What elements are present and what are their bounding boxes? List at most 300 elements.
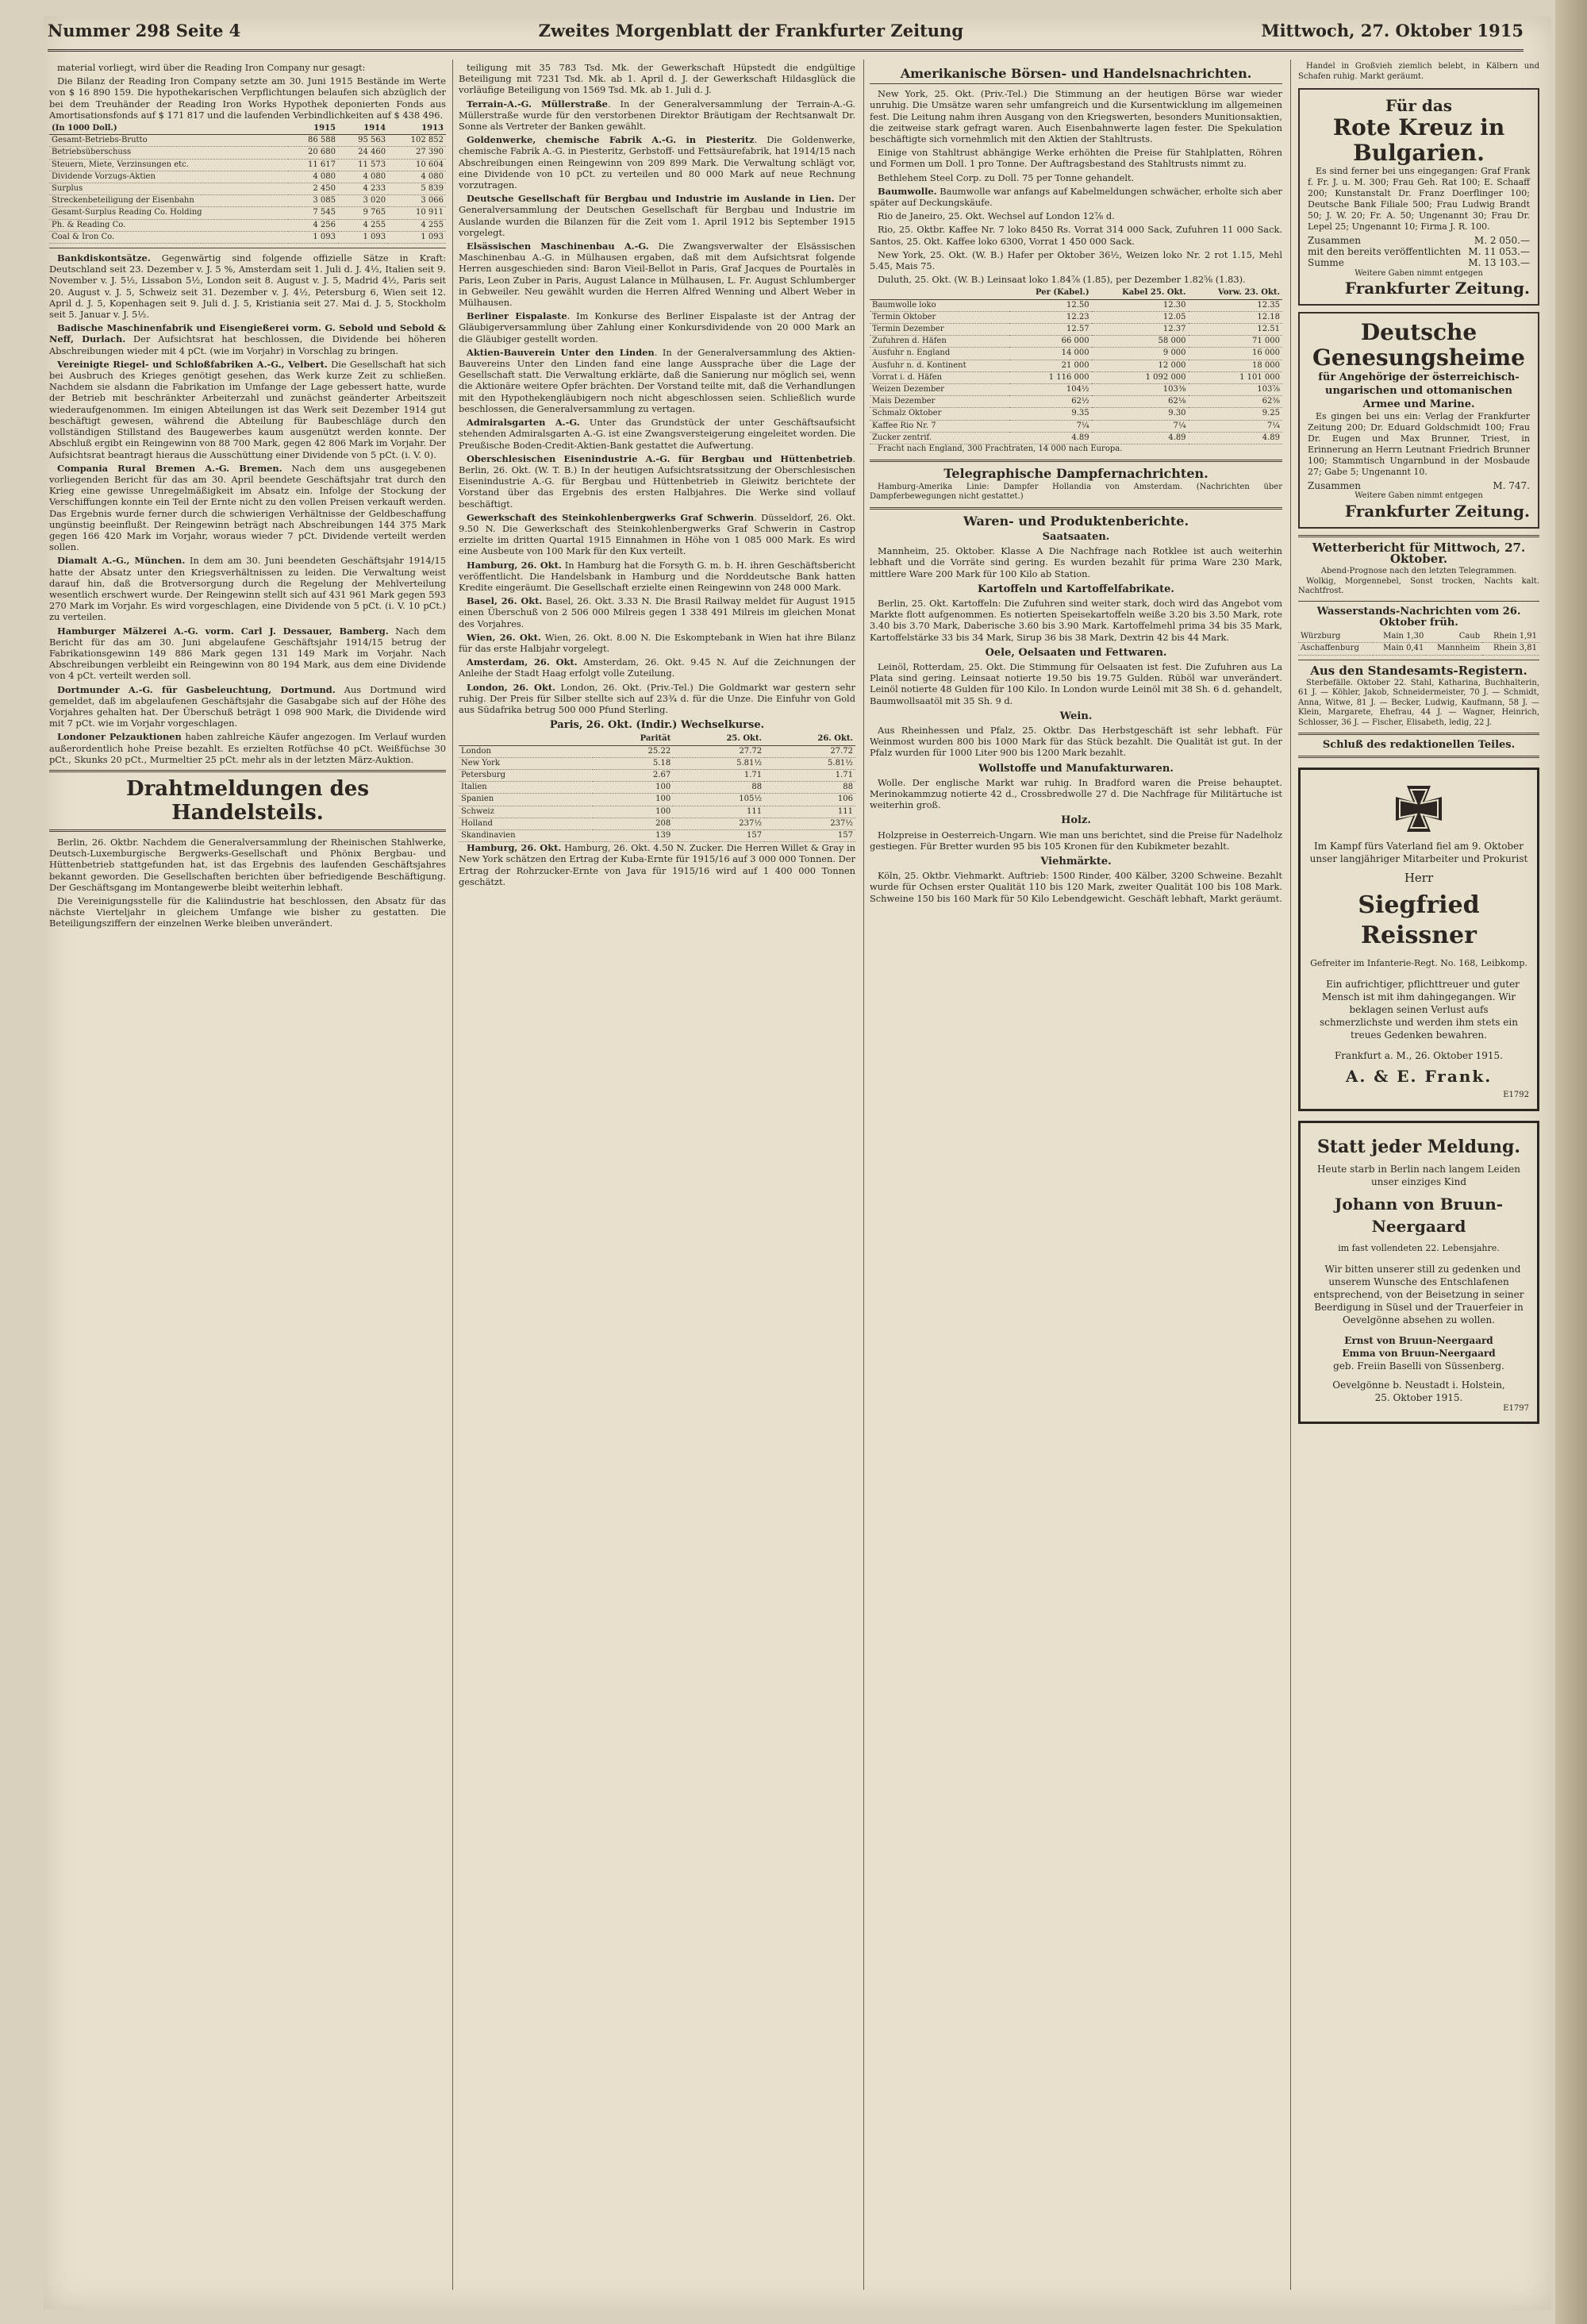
table-cell: 16 000 — [1189, 348, 1282, 360]
section-heading: Amerikanische Börsen- und Handelsnachrichten. — [900, 66, 1252, 81]
table-cell: 104½ — [1009, 384, 1092, 396]
sum-value: M. 2 050.— — [1474, 235, 1530, 246]
table-cell: Mannheim — [1426, 643, 1482, 655]
column-rule — [863, 60, 864, 2290]
article-heading: Dortmunder A.-G. für Gasbeleuchtung, Dortmund. — [57, 683, 336, 695]
table-cell: 11 617 — [288, 159, 338, 171]
table-cell: 9.35 — [1009, 408, 1092, 420]
article-heading: Gewerkschaft des Steinkohlenbergwerks Graf Schwerin — [467, 511, 755, 523]
table-header: 1915 — [288, 123, 338, 135]
section-heading: Waren- und Produktenberichte. — [963, 513, 1189, 529]
article-heading: Baumwolle. — [878, 185, 937, 197]
table-cell: 1 101 000 — [1189, 371, 1282, 383]
table-cell: Skandinavien — [459, 830, 593, 842]
obituary-place: Frankfurt a. M., 26. Oktober 1915. — [1334, 1050, 1503, 1062]
sum-line — [1308, 235, 1530, 246]
article-heading: Compania Rural Bremen A.-G. Bremen. — [57, 462, 282, 474]
column-1 — [49, 62, 446, 2284]
article-text: New York, 25. Okt. (W. B.) Hafer per Oktober 36½, Weizen loko Nr. 2 rot 1.15, Mehl 5.45, Mais 75. — [870, 248, 1282, 272]
table-cell: 27 390 — [388, 147, 446, 159]
article-text: Gegenwärtig sind folgende offizielle Sätze in Kraft: Deutschland seit 23. Dezember v. J. 5 %, Amsterdam seit 1. Juli d. J. 4½, Italien seit 9. November v. J. 5½, Lissabon 5½, London seit 8. August v. J. 5, Madrid 4½, Paris seit 20. August v. J. 5, Schweiz seit 31. Dezember v. J. 4½, Petersburg 6, Wien seit 12. April d. J. 5, Kopenhagen seit 9. Juli d. J. 5, Kristiania seit 27. Mai d. J. 5, Stockholm seit 5. Januar v. J. 5½. — [49, 252, 446, 321]
article-text: In der Generalversammlung des Aktien-Bauvereins Unter den Linden fand eine lange Aussprache über die Lage der Gesellschaft statt. Die Verwaltung erklärte, daß die Sanierung nur möglich sei, wenn die Aktionäre weitere Opfer brächten. Der Vorstand teilte mit, daß die Verhandlungen mit den Hypothekengläubigern noch nicht abgeschlossen seien. Schließlich wurde beschlossen, die Generalversammlung zu vertagen. — [459, 346, 855, 414]
subsection-heading: Wein. — [1059, 710, 1093, 722]
article-text: In Hamburg hat die Forsyth G. m. b. H. ihren Geschäftsbericht veröffentlicht. Die Handelsbank in Hamburg und die Norddeutsche Bank hatten Kredite eingeräumt. Die Gesellschaft erzielte einen Reingewinn von 248 000 Mark. — [459, 559, 855, 593]
table-cell: 157 — [764, 830, 855, 842]
table-cell: 3 020 — [338, 195, 388, 207]
article-text: Die Zwangsverwalter der Elsässischen Maschinenbau A.-G. in Mülhausen ergaben, daß mit dem Aufsichtsrat folgende Herren ausgeschieden sind: Baron Vieil-Bellot in Paris, Graf Jacques de Pourtalès in Paris, Leon Zuber in Paris, August Lalance in Mülhausen, L. Fr. August Schlumberger in Gebweiler. Neu gewählt wurden die Herren Alfred Wenning und Albert Weber in Mülhausen. — [459, 240, 855, 309]
table-cell: 4.89 — [1092, 432, 1189, 444]
table-header: Parität — [593, 733, 673, 745]
table-cell: 62⅛ — [1092, 396, 1189, 408]
table-cell: 2.67 — [593, 769, 673, 781]
column-3 — [870, 62, 1282, 2284]
sum-line — [1308, 480, 1530, 491]
table-cell: Kaffee Rio Nr. 7 — [870, 420, 1009, 432]
table-row — [459, 745, 855, 757]
obituary-parent: Ernst von Bruun-Neergaard — [1344, 1334, 1493, 1346]
article-text: New York, 25. Okt. (Priv.-Tel.) Die Stimmung an der heutigen Börse war wieder unruhig. Die Umsätze waren sehr umfangreich und die Kursentwicklung im allgemeinen fest. Die Leitung nahm ihren Ausgang von den Kriegswerten, besonders Munitionsaktien, die zeitweise stark gefragt waren. Auch Eisenbahnwerte lagen fester. Die Spekulation beschäftigte sich vornehmlich mit den Aktien der Stahltrusts. — [870, 88, 1282, 145]
article-heading: Hamburger Mälzerei A.-G. vorm. Carl J. Dessauer, Bamberg. — [57, 625, 389, 637]
table-header — [870, 287, 1009, 299]
header-date: Mittwoch, 27. Oktober 1915 — [1261, 20, 1524, 40]
article-text: material vorliegt, wird über die Reading Iron Company nur gesagt: — [57, 62, 366, 73]
table-cell: 100 — [593, 794, 673, 806]
article-heading: Wien, 26. Okt. — [467, 631, 541, 643]
table-cell: 157 — [673, 830, 764, 842]
sum-label: Zusammen — [1308, 480, 1361, 492]
table-cell: New York — [459, 757, 593, 769]
table-cell: 9 765 — [338, 207, 388, 219]
article-heading: London, 26. Okt. — [467, 681, 556, 693]
article-heading: Aktien-Bauverein Unter den Linden — [467, 346, 655, 358]
table-cell: 12.37 — [1092, 324, 1189, 336]
sum-label: Summe — [1308, 257, 1344, 269]
table-cell: 14 000 — [1009, 348, 1092, 360]
table-header-row — [49, 123, 446, 135]
table-cell: 111 — [673, 806, 764, 818]
table-cell: Aschaffenburg — [1298, 643, 1373, 655]
commodity-table — [870, 287, 1282, 444]
table-row — [459, 806, 855, 818]
table-row — [49, 183, 446, 195]
table-cell: 10 604 — [388, 159, 446, 171]
page-edge — [1555, 0, 1587, 2324]
article-text: teiligung mit 35 783 Tsd. Mk. der Gewerkschaft Hüpstedt die endgültige Beteiligung mit 7231 Tsd. Mk. ab 1. April d. J. der Gewerkschaft Hildasglück die vorläufige Beteiligung von 1569 Tsd. Mk. ab 1. Juli d. J. — [459, 62, 855, 96]
subsection-heading: Kartoffeln und Kartoffelfabrikate. — [978, 583, 1174, 595]
table-row — [870, 371, 1282, 383]
table-cell: Termin Oktober — [870, 311, 1009, 323]
subsection-heading: Saatsaaten. — [1042, 531, 1110, 543]
table-cell: 1 093 — [388, 231, 446, 243]
box-text: Es sind ferner bei uns eingegangen: Graf Frank f. Fr. J. u. M. 300; Frau Geh. Rat 100; E. Schaaff 200; Kunstanstalt Dr. Franz Doerflinger 100; Deutsche Bank Filiale 500; Frau Ludwig Brandt 50; J. W. 20; Fr. A. 50; Ungenannt 30; Frau Dr. Lepel 25; Ungenannt 10; Firma J. R. 100. — [1308, 166, 1530, 232]
table-row — [870, 360, 1282, 371]
table-cell: 1 116 000 — [1009, 371, 1092, 383]
weather-heading: Wetterbericht für Mittwoch, 27. Oktober. — [1312, 540, 1526, 567]
article-text: Köln, 25. Oktbr. Viehmarkt. Auftrieb: 1500 Rinder, 400 Kälber, 3200 Schweine. Bezahlt wurde für Ochsen erster Qualität 110 bis 120 Mark, zweiter Qualität 100 bis 108 Mark. Schweine 150 bis 160 Mark für 50 Kilo Lebendgewicht. Geschäft lebhaft, Markt geräumt. — [870, 870, 1282, 904]
article-text: Rio, 25. Oktbr. Kaffee Nr. 7 loko 8450 Rs. Vorrat 314 000 Sack, Zufuhren 11 000 Sack. Santos, 25. Okt. Kaffee loko 6300, Vorrat 1 450 000 Sack. — [870, 224, 1282, 247]
article-text: Holzpreise in Oesterreich-Ungarn. Wie man uns berichtet, sind die Preise für Nadelholz gestiegen. Für Bretter wurden 95 bis 105 Kronen für den Kubikmeter bezahlt. — [870, 829, 1282, 852]
table-header: Kabel 25. Okt. — [1092, 287, 1189, 299]
table-row — [49, 147, 446, 159]
table-cell: 106 — [764, 794, 855, 806]
article-text: Nach dem Bericht für das am 30. Juni abgelaufene Geschäftsjahr 1914/15 betrug der Fabrikationsgewinn 149 886 Mark gegen 131 149 Mark im Vorjahr. Nach Abschreibungen verbleibt ein Reingewinn von 80 194 Mark, aus dem eine Dividende von 4 pCt. verteilt werden soll. — [49, 625, 446, 682]
article-heading: Hamburg, 26. Okt. — [467, 842, 562, 854]
subsection-heading: Holz. — [1061, 814, 1091, 827]
obituary-name: Siegfried Reissner — [1358, 891, 1480, 950]
table-header — [459, 733, 593, 745]
box-sign: Frankfurter Zeitung. — [1344, 279, 1530, 298]
table-cell: 208 — [593, 818, 673, 829]
column-rule — [1290, 60, 1291, 2290]
table-cell: 27.72 — [764, 745, 855, 757]
table-row — [870, 420, 1282, 432]
table-cell: Italien — [459, 782, 593, 794]
sum-value: M. 747. — [1493, 480, 1530, 492]
article-text: Berlin, 25. Okt. Kartoffeln: Die Zufuhren sind weiter stark, doch wird das Angebot vom Markte flott aufgenommen. Es notierten Speisekartoffeln weiße 3.20 bis 3.50 Mark, rote 3.40 bis 3.70 Mark, Daberische 3.60 bis 3.90 Mark. Kartoffelmehl prima 34 bis 35 Mark, Kartoffelstärke 33 bis 34 Mark, Sirup 36 bis 38 Mark, Dextrin 42 bis 44 Mark. — [870, 598, 1282, 643]
article-heading: Bankdiskontsätze. — [57, 252, 151, 264]
article-heading: Terrain-A.-G. Müllerstraße — [467, 98, 608, 110]
table-cell: London — [459, 745, 593, 757]
article-text: Der Aufsichtsrat hat beschlossen, die Dividende bei höheren Abschreibungen wieder mit 4 pCt. (wie im Vorjahr) in Vorschlag zu bringen. — [49, 333, 446, 356]
table-cell: 2 450 — [288, 183, 338, 195]
table-row — [459, 830, 855, 842]
table-cell: 12.51 — [1189, 324, 1282, 336]
table-row — [49, 219, 446, 231]
table-cell: Gesamt-Surplus Reading Co. Holding — [49, 207, 288, 219]
article-heading: Berliner Eispalaste — [467, 310, 567, 322]
obituary-parent-note: geb. Freiin Baselli von Süssenberg. — [1333, 1360, 1504, 1372]
table-row — [1298, 631, 1539, 643]
table-cell: 18 000 — [1189, 360, 1282, 371]
table-cell: 1 093 — [288, 231, 338, 243]
table-cell: 10 911 — [388, 207, 446, 219]
table-cell: 5 839 — [388, 183, 446, 195]
table-cell: Weizen Dezember — [870, 384, 1009, 396]
article-text: In dem am 30. Juni beendeten Geschäftsjahr 1914/15 hatte der Absatz unter den Kriegsverhältnissen zu leiden. Die Verwaltung weist darauf hin, daß die Brotversorgung durch die Regelung der Mehlverteilung wesentlich erschwert wurde. Der Reingewinn stellt sich auf 431 961 Mark gegen 593 270 Mark im Vorjahr. Es wird vorgeschlagen, eine Dividende von 5 pCt. (i. V. 10 pCt.) zu verteilen. — [49, 555, 446, 623]
article-text: London, 26. Okt. (Priv.-Tel.) Die Goldmarkt war gestern sehr ruhig. Der Preis für Silber stellte sich auf 23¾ d. für die Unze. Die Einfuhr von Gold aus Südafrika betrug 500 000 Pfund Sterling. — [459, 681, 855, 715]
obituary-date: 25. Oktober 1915. — [1374, 1391, 1463, 1403]
box-note: Weitere Gaben nimmt entgegen — [1355, 491, 1483, 501]
table-note: Fracht nach England, 300 Frachtraten, 14 000 nach Europa. — [878, 444, 1123, 454]
article-text: Berlin, 26. Okt. (W. T. B.) In der heutigen Aufsichtsratssitzung der Oberschlesischen Eisenindustrie A.-G. für Bergbau und Hüttenbetrieb in Gleiwitz berichtete der Vorstand über das Ergebnis des ersten Halbjahres. Die Werke sind vollauf beschäftigt. — [459, 464, 855, 510]
table-cell: Schmalz Oktober — [870, 408, 1009, 420]
table-cell: 103⅞ — [1189, 384, 1282, 396]
table-cell: 1 092 000 — [1092, 371, 1189, 383]
obituary-text: Ein aufrichtiger, pflichttreuer und guter Mensch ist mit ihm dahingegangen. Wir beklagen seinen Verlust aufs schmerzlichste und werden ihm stets ein treues Gedenken bewahren. — [1320, 979, 1520, 1041]
article-text: Aus Rheinhessen und Pfalz, 25. Oktbr. Das Herbstgeschäft ist sehr lebhaft. Für Weinmost wurden 800 bis 1000 Mark für das Stück bezahlt. Die Qualität ist gut. In der Pfalz wurden für 1000 Liter 900 bis 1200 Mark bezahlt. — [870, 725, 1282, 759]
article-text: Mannheim, 25. Oktober. Klasse A Die Nachfrage nach Rotklee ist auch weiterhin lebhaft und die Vorräte sind gering. Es wurden bezahlt für prima Ware 230 Mark, mittlere Ware 200 Mark für 100 Kilo ab Station. — [870, 545, 1282, 579]
table-cell: 4 255 — [338, 219, 388, 231]
table-cell: 3 066 — [388, 195, 446, 207]
table-cell: Steuern, Miete, Verzinsungen etc. — [49, 159, 288, 171]
table-cell: 5.18 — [593, 757, 673, 769]
sum-value: M. 11 053.— — [1468, 246, 1530, 258]
article-heading: Diamalt A.-G., München. — [57, 555, 186, 567]
table-cell: Würzburg — [1298, 631, 1373, 643]
table-header: 1913 — [388, 123, 446, 135]
article-text: Einige von Stahltrust abhängige Werke erhöhten die Preise für Stahlplatten, Röhren und Formen um Doll. 1 pro Tonne. Der Auftragsbestand des Stahltrusts nimmt zu. — [870, 147, 1282, 170]
table-header: 25. Okt. — [673, 733, 764, 745]
obituary-title: Statt jeder Meldung. — [1317, 1136, 1520, 1157]
obituary-line: Heute starb in Berlin nach langem Leiden — [1317, 1163, 1520, 1175]
table-row — [49, 207, 446, 219]
table-cell: 12 000 — [1092, 360, 1189, 371]
table-cell: 4.89 — [1009, 432, 1092, 444]
article-heading: Vereinigte Riegel- und Schloßfabriken A.-G., Velbert. — [57, 358, 328, 370]
article-heading: Oberschlesischen Eisenindustrie A.-G. für Bergbau und Hüttenbetrieb — [467, 452, 853, 464]
table-cell: Mais Dezember — [870, 396, 1009, 408]
box-subtitle: für Angehörige der österreichisch-ungarischen und ottomanischen Armee und Marine. — [1318, 371, 1520, 411]
table-cell: 4 080 — [338, 171, 388, 183]
table-cell: 4 080 — [288, 171, 338, 183]
table-cell: 12.57 — [1009, 324, 1092, 336]
table-cell: 21 000 — [1009, 360, 1092, 371]
obituary-place: Oevelgönne b. Neustadt i. Holstein, — [1332, 1379, 1505, 1391]
table-cell: 95 563 — [338, 135, 388, 147]
table-row — [459, 782, 855, 794]
section-heading: Drahtmeldungen des Handelsteils. — [126, 776, 369, 825]
article-text: Wien, 26. Okt. 8.00 N. Die Eskomptebank in Wien hat ihre Bilanz für das erste Halbjahr vorgelegt. — [459, 631, 855, 654]
sum-value: M. 13 103.— — [1468, 257, 1530, 269]
sum-line — [1308, 257, 1530, 268]
table-cell: 103⅜ — [1092, 384, 1189, 396]
table-row — [49, 231, 446, 243]
article-text: Berlin, 26. Oktbr. Nachdem die Generalversammlung der Rheinischen Stahlwerke, Deutsch-Luxemburgische Bergwerks-Gesellschaft und Phönix Bergbau- und Hüttenbetrieb stattgefunden hat, ist das Ergebnis des laufenden Geschäftsjahres bekannt geworden. Die Gesellschaften berichten über befriedigende Beschäftigung. Der Geschäftsgang im Montangewerbe bleibt weiterhin lebhaft. — [49, 836, 446, 893]
article-text: Bethlehem Steel Corp. zu Doll. 75 per Tonne gehandelt. — [878, 171, 1135, 183]
article-heading: Badische Maschinenfabrik und Eisengießerei vorm. G. Sebold und Sebold & Neff, Durlach. — [49, 322, 446, 345]
table-header: Per (Kabel.) — [1009, 287, 1092, 299]
article-text: Die Bilanz der Reading Iron Company setzte am 30. Juni 1915 Bestände im Werte von $ 16 890 159. Die hypothekarischen Verpflichtungen belaufen sich abzüglich der bei dem Treuhänder der Reading Iron Works Hypothek deponierten Fonds aus Amortisationsfonds auf $ 171 817 und die laufenden Verbindlichkeiten auf $ 438 496. — [49, 75, 446, 121]
box-text: Es gingen bei uns ein: Verlag der Frankfurter Zeitung 200; Dr. Eduard Goldschmidt 100; Frau Dr. Eugen und Max Brunner, Triest, in Erinnerung an Herrn Leutnant Friedrich Brunner 100; Stammtisch Ungarnbund in der Mosbaude 27; Gabe 5; Ungenannt 10. — [1308, 411, 1530, 478]
box-sign: Frankfurter Zeitung. — [1344, 501, 1530, 521]
box-note: Weitere Gaben nimmt entgegen — [1355, 268, 1483, 278]
table-cell: 25.22 — [593, 745, 673, 757]
table-cell: Betriebsüberschuss — [49, 147, 288, 159]
column-2: teiligung mit 35 783 Tsd. Mk. der Gewerkschaft Hüpstedt die endgültige Beteiligung mit 7231 Tsd. Mk. ab 1. April d. J. der Gewerkschaft Hildasglück die vorläufige Beteiligung von 1569 Tsd. Mk. ab 1. Juli d. J. Terrain-A.-G. Müllerstraße. In der Generalversammlung der Terrain-A.-G. Müllerstraße wurde für den verstorbenen Direktor Bräutigam der Rechtsanwalt Dr. Sonne als Vertreter der Banken gewählt. Goldenwerke, chemische Fabrik A.-G. in Piesteritz. Die Goldenwerke, chemische Fabrik A.-G. in Piesteritz, Gerbstoff- und Fettsäurefabrik, hat 1914/15 nach Abschreibungen einen Reingewinn von 209 899 Mark. Die Verwaltung schlägt vor, eine Dividende von 10 pCt. zu verteilen und 80 000 Mark auf neue Rechnung vorzutragen. Deutsche Gesellschaft für Bergbau und Industrie im Auslande in Lien. Der Generalversammlung der Deutschen Gesellschaft für Bergbau und Industrie im Auslande wurden die Bilanzen für die Zeit vom 1. April 1912 bis September 1915 vorgelegt. Elsässischen Maschinenbau A.-G. Die Zwangsverwalter der Elsässischen Maschinenbau A.-G. in Mülhausen ergaben, daß mit dem Aufsichtsrat folgende Herren ausgeschieden sind: Baron Vieil-Bellot in Paris, Graf Jacques de Pourtalès in Paris, Leon Zuber in Paris, August Lalance in Mülhausen, L. Fr. August Schlumberger in Gebweiler. Neu gewählt wurden die Herren Alfred Wenning und Albert Weber in Mülhausen. Berliner Eispalaste. Im Konkurse des Berliner Eispalaste ist der Antrag der Gläubigerversammlung über Zahlung einer Konkursdividende von 20 000 Mark an die Gläubiger gestellt worden. Aktien-Bauverein Unter den Linden. In der Generalversammlung des Aktien-Bauvereins Unter den Linden fand eine lange Aussprache über die Lage der Gesellschaft statt. Die Verwaltung erklärte, daß die Sanierung nur möglich sei, wenn die Aktionäre weitere Opfer brächten. Der Vorstand teilte mit, daß die Verhandlungen mit den Hypothekengläubigern noch nicht abgeschlossen seien. Schließlich wurde beschlossen, die Generalversammlung zu vertagen. Admiralsgarten A.-G. Unter das Grundstück der unter Geschäftsaufsicht stehenden Admiralsgarten A.-G. ist eine Zwangsversteigerung eingeleitet worden. Die Preußische Boden-Credit-Aktien-Bank gestattet die Aufwertung. Oberschlesischen Eisenindustrie A.-G. für Bergbau und Hüttenbetrieb. Berlin, 26. Okt. (W. T. B.) In der heutigen Aufsichtsratssitzung der Oberschlesischen Eisenindustrie A.-G. für Bergbau und Hüttenbetrieb in Gleiwitz berichtete der Vorstand über das Ergebnis des ersten Halbjahres. Die Werke sind vollauf beschäftigt. Gewerkschaft des Steinkohlenbergwerks Graf Schwerin. Düsseldorf, 26. Okt. 9.50 N. Die Gewerkschaft des Steinkohlenbergwerks Graf Schwerin in Castrop erzielte im dritten Quartal 1915 Einnahmen in Höhe von 1 085 000 Mark. Es wird eine Ausbeute von 100 Mark für den Kux verteilt. Hamburg, 26. Okt. In Hamburg hat die Forsyth G. m. b. H. ihren Geschäftsbericht veröffentlicht. Die Handelsbank in Hamburg und die Norddeutsche Bank hatten Kredite eingeräumt. Die Gesellschaft erzielte einen Reingewinn von 248 000 Mark. Basel, 26. Okt. Basel, 26. Okt. 3.33 N. Die Brasil Railway meldet für August 1915 einen Überschuß von 2 506 000 Milreis gegen 1 338 491 Milreis im gleichen Monat des Vorjahres. Wien, 26. Okt. Wien, 26. Okt. 8.00 N. Die Eskomptebank in Wien hat ihre Bilanz für das erste Halbjahr vorgelegt. Amsterdam, 26. Okt. Amsterdam, 26. Okt. 9.45 N. Auf die Zeichnungen der Anleihe der Stadt Haag erfolgt volle Zuteilung. London, 26. Okt. London, 26. Okt. (Priv.-Tel.) Die Goldmarkt war gestern sehr ruhig. Der Preis für Silber stellte sich auf 23¾ d. für die Unze. Die Einfuhr von Gold aus Südafrika betrug 500 000 Pfund Sterling. Paris, 26. Okt. (Indir.) Wechselkurse. Parität 25. Okt. 26. Okt. London 25.22 27.72 27.72 New York 5.18 5.81½ 5.81½ Petersburg 2.67 1.71 1.71 Italien 100 88 88 Spanien 100 105½ 106 Schweiz 100 111 111 Holland 208 237½ 237½ Skandinavien 139 157 157 Hamburg, 26. Okt. Hamburg, 26. Okt. 4.50 N. Zucker. Die Herren Willet & Gray in New York schätzen den Ertrag der Kuba-Ernte für 1915/16 auf 3 000 000 Tonnen. Der Ertrag der Rohrzucker-Ernte von Java für 1915/16 wird auf 1 400 000 Tonnen geschätzt. — [459, 62, 855, 887]
table-row — [870, 384, 1282, 396]
table-cell: Coal & Iron Co. — [49, 231, 288, 243]
table-row — [870, 311, 1282, 323]
obituary-signature: A. & E. Frank. — [1345, 1067, 1493, 1087]
table-cell: 88 — [673, 782, 764, 794]
table-cell: 12.23 — [1009, 311, 1092, 323]
table-row — [49, 171, 446, 183]
article-text: Unter das Grundstück der unter Geschäftsaufsicht stehenden Admiralsgarten A.-G. ist eine Zwangsversteigerung eingeleitet worden. Die Preußische Boden-Credit-Aktien-Bank gestattet die Aufwertung. — [459, 417, 855, 451]
table-cell: 4 233 — [338, 183, 388, 195]
table-row — [1298, 643, 1539, 655]
editorial-end: Schluß des redaktionellen Teiles. — [1322, 739, 1516, 752]
weather-subtitle: Abend-Prognose nach den letzten Telegrammen. — [1320, 567, 1517, 576]
table-row — [459, 769, 855, 781]
table-cell: Termin Dezember — [870, 324, 1009, 336]
article-text: In der Generalversammlung der Terrain-A.-G. Müllerstraße wurde für den verstorbenen Direktor Bräutigam der Rechtsanwalt Dr. Sonne als Vertreter der Banken gewählt. — [459, 98, 855, 133]
obituary-bruun-neergaard — [1298, 1121, 1539, 1425]
table-header: 1914 — [338, 123, 388, 135]
table-cell: 4 256 — [288, 219, 338, 231]
water-heading: Wasserstands-Nachrichten vom 26. Oktober früh. — [1316, 605, 1521, 629]
table-cell: 62⅜ — [1189, 396, 1282, 408]
column-4 — [1298, 62, 1539, 2284]
table-header: Vorw. 23. Okt. — [1189, 287, 1282, 299]
article-heading: Hamburg, 26. Okt. — [467, 559, 562, 571]
table-cell: 12.50 — [1009, 299, 1092, 311]
box-headline: Deutsche Genesungsheime — [1312, 319, 1525, 371]
civil-register-text: Sterbefälle. Oktober 22. Stahl, Katharina, Buchhalterin, 61 J. — Köhler, Jakob, Schneidermeister, 70 J. — Schmidt, Anna, Witwe, 81 J. — Becker, Ludwig, Kaufmann, 58 J. — Klein, Margarete, Ehefrau, 44 J. — Wagner, Heinrich, Schlosser, 36 J. — Fischer, Elisabeth, ledig, 22 J. — [1298, 678, 1539, 727]
table-cell: Rhein 3,81 — [1482, 643, 1539, 655]
article-text: Wolle. Der englische Markt war ruhig. In Bradford waren die Preise behauptet. Merinokammzug notierte 42 d., Crossbredwolle 27 d. Die Nachfrage für Militärtuche ist weiterhin groß. — [870, 776, 1282, 811]
section-heading: Telegraphische Dampfernachrichten. — [943, 465, 1209, 481]
table-row — [870, 348, 1282, 360]
table-row — [49, 195, 446, 207]
table-cell: 12.18 — [1189, 311, 1282, 323]
table-cell: 11 573 — [338, 159, 388, 171]
table-cell: 100 — [593, 806, 673, 818]
obituary-parent: Emma von Bruun-Neergaard — [1342, 1347, 1496, 1359]
table-row — [49, 135, 446, 147]
table-row — [459, 757, 855, 769]
table-cell: 88 — [764, 782, 855, 794]
table-cell: 12.30 — [1092, 299, 1189, 311]
obituary-text: Wir bitten unserer still zu gedenken und unserem Wunsche des Entschlafenen entsprechend, von der Beisetzung in seiner Beerdigung in Süsel und der Trauerfeier in Oevelgönne absehen zu wollen. — [1313, 1263, 1524, 1326]
table-cell: 9.25 — [1189, 408, 1282, 420]
header-issue: Nummer 298 Seite 4 — [48, 20, 241, 40]
obituary-rank: Gefreiter im Infanterie-Regt. No. 168, Leibkomp. — [1310, 958, 1527, 969]
table-cell: Main 0,41 — [1373, 643, 1426, 655]
table-cell: 12.05 — [1092, 311, 1189, 323]
table-cell: Streckenbeteiligung der Eisenbahn — [49, 195, 288, 207]
column-rule — [452, 60, 453, 2290]
table-cell: 27.72 — [673, 745, 764, 757]
table-cell: Gesamt-Betriebs-Brutto — [49, 135, 288, 147]
table-row — [870, 336, 1282, 348]
table-cell: 66 000 — [1009, 336, 1092, 348]
article-text: Die Vereinigungsstelle für die Kaliindustrie hat beschlossen, den Absatz für das nächste Vierteljahr in gleichem Umfange wie bisher zu gestatten. Die Beteiligungsziffern der einzelnen Werke bleiben unverändert. — [49, 895, 446, 929]
article-text: Aus Dortmund wird gemeldet, daß im abgelaufenen Geschäftsjahr die Gasabgabe sich auf der Höhe des Vorjahres gehalten hat. Der Überschuß beträgt 1 098 900 Mark, die Dividende wird mit 7 pCt. wie im Vorjahr vorgeschlagen. — [49, 683, 446, 729]
table-row — [870, 432, 1282, 444]
table-cell: 86 588 — [288, 135, 338, 147]
table-row — [870, 408, 1282, 420]
article-heading: Amsterdam, 26. Okt. — [467, 656, 578, 668]
table-cell: 139 — [593, 830, 673, 842]
table-cell: 100 — [593, 782, 673, 794]
table-cell: 102 852 — [388, 135, 446, 147]
table-title: Paris, 26. Okt. (Indir.) Wechselkurse. — [549, 719, 765, 732]
table-cell: Dividende Vorzugs-Aktien — [49, 171, 288, 183]
table-cell: Ausfuhr n. d. Kontinent — [870, 360, 1009, 371]
article-text: Handel in Großvieh ziemlich belebt, in Kälbern und Schafen ruhig. Markt geräumt. — [1298, 62, 1539, 81]
article-text: Duluth, 25. Okt. (W. B.) Leinsaat loko 1.84⅞ (1.85), per Dezember 1.82⅝ (1.83). — [878, 274, 1246, 286]
article-heading: Londoner Pelzauktionen — [57, 731, 182, 743]
sum-line — [1308, 246, 1530, 257]
table-header-row — [459, 733, 855, 745]
obituary-line: Im Kampf fürs Vaterland fiel am 9. Oktober — [1314, 841, 1524, 852]
table-row — [870, 324, 1282, 336]
article-text: Basel, 26. Okt. 3.33 N. Die Brasil Railway meldet für August 1915 einen Überschuß von 2 506 000 Milreis gegen 1 338 491 Milreis im gleichen Monat des Vorjahres. — [459, 595, 855, 629]
article-text: Hamburg-Amerika Linie: Dampfer Hollandia von Amsterdam. (Nachrichten über Dampferbewegungen nicht gestattet.) — [870, 482, 1282, 502]
weather-text: Wolkig, Morgennebel, Sonst trocken, Nachts kalt. Nachtfrost. — [1298, 576, 1539, 596]
sum-label: Zusammen — [1308, 235, 1361, 246]
table-cell: Surplus — [49, 183, 288, 195]
table-row — [459, 818, 855, 829]
table-cell: 20 680 — [288, 147, 338, 159]
subsection-heading: Viehmärkte. — [1040, 856, 1112, 868]
table-cell: 5.81½ — [673, 757, 764, 769]
table-cell: Zufuhren d. Häfen — [870, 336, 1009, 348]
subsection-heading: Wollstoffe und Manufakturwaren. — [978, 762, 1174, 775]
table-header: (In 1000 Doll.) — [49, 123, 288, 135]
table-cell: 24 460 — [338, 147, 388, 159]
article-text: Im Konkurse des Berliner Eispalaste ist der Antrag der Gläubigerversammlung über Zahlung einer Konkursdividende von 20 000 Mark an die Gläubiger gestellt worden. — [459, 310, 855, 344]
table-cell: Caub — [1426, 631, 1482, 643]
obituary-reissner — [1298, 768, 1539, 1111]
table-cell: Holland — [459, 818, 593, 829]
table-cell: 3 085 — [288, 195, 338, 207]
table-cell: Ph. & Reading Co. — [49, 219, 288, 231]
table-cell: 237½ — [764, 818, 855, 829]
table-header-row — [870, 287, 1282, 299]
table-cell: 5.81½ — [764, 757, 855, 769]
article-heading: Basel, 26. Okt. — [467, 595, 543, 607]
table-cell: Spanien — [459, 794, 593, 806]
article-heading: Deutsche Gesellschaft für Bergbau und Industrie im Auslande in Lien. — [467, 193, 835, 205]
table-cell: 4 080 — [388, 171, 446, 183]
table-row — [870, 396, 1282, 408]
table-cell: 4 255 — [388, 219, 446, 231]
header-masthead: Zweites Morgenblatt der Frankfurter Zeitung — [538, 20, 963, 40]
article-text: Leinöl, Rotterdam, 25. Okt. Die Stimmung für Oelsaaten ist fest. Die Zufuhren aus La Plata sind gering. Leinsaat notierte 19.50 bis 19.75 Gulden. Rüböl war unverändert. Leinöl notierte 48 Gulden für 100 Kilo. In London wurde Leinöl mit 38 Sh. 6 d. gehandelt, Baumwollsaatöl mit 35 Sh. 9 d. — [870, 661, 1282, 706]
table-cell: 7 545 — [288, 207, 338, 219]
article-text: Rio de Janeiro, 25. Okt. Wechsel auf London 12⅞ d. — [878, 210, 1115, 222]
table-header: 26. Okt. — [764, 733, 855, 745]
ad-code: E1792 — [1503, 1091, 1529, 1100]
iron-cross-icon — [1391, 781, 1447, 837]
exchange-table — [459, 733, 855, 842]
ad-code: E1797 — [1503, 1403, 1529, 1413]
water-table — [1298, 631, 1539, 655]
table-cell: 62½ — [1009, 396, 1092, 408]
article-heading: Admiralsgarten A.-G. — [467, 417, 580, 429]
table-cell: 12.35 — [1189, 299, 1282, 311]
table-cell: 7¼ — [1009, 420, 1092, 432]
table-cell: 105½ — [673, 794, 764, 806]
article-text: Der Generalversammlung der Deutschen Gesellschaft für Bergbau und Industrie im Auslande wurden die Bilanzen für die Zeit vom 1. April 1912 bis September 1915 vorgelegt. — [459, 193, 855, 238]
box-headline: Rote Kreuz in Bulgarien. — [1332, 114, 1505, 166]
article-text: Baumwolle war anfangs auf Kabelmeldungen schwächer, erholte sich aber später auf Deckungskäufe. — [870, 185, 1282, 209]
box-title: Für das — [1385, 96, 1453, 115]
article-heading: Goldenwerke, chemische Fabrik A.-G. in Piesteritz — [467, 134, 755, 146]
page-header — [48, 16, 1524, 52]
article-text: haben zahlreiche Käufer angezogen. Im Verlauf wurden außerordentlich hohe Preise bezahlt. Es erzielten Rotfüchse 40 pCt. Weißfüchse 30 pCt., Skunks 20 pCt., Murmeltier 25 pCt. mehr als in der letzten März-Auktion. — [49, 731, 446, 765]
article-text: Die Gesellschaft hat sich bei Ausbruch des Krieges genötigt gesehen, das Werk kurze Zeit zu schließen. Nachdem sie alsdann die Fabrikation im Umfange der Lage gebessert hatte, wurde der Betrieb mit beschränkter Arbeiterzahl und zunächst geänderter Arbeitszeit wiederaufgenommen. Im einigen Abteilungen ist das Werk seit Dezember 1914 gut beschäftigt gewesen, während die Abteilung für Baubeschläge durch den vollständigen Stillstand des Baugewerbes kaum ausgenützt werden konnte. Der Abschluß ergibt ein Reingewinn von 88 700 Mark, gegen 42 806 Mark im Vorjahr. Der Aufsichtsrat beantragt hieraus die Ausschüttung einer Dividende von 5 pCt. (i. V. 0). — [49, 358, 446, 460]
article-heading: Elsässischen Maschinenbau A.-G. — [467, 240, 649, 252]
table-cell: Rhein 1,91 — [1482, 631, 1539, 643]
table-cell: 9 000 — [1092, 348, 1189, 360]
table-cell: Zucker zentrif. — [870, 432, 1009, 444]
article-text: Nach dem uns ausgegebenen vorliegenden Bericht für das am 30. April beendete Geschäftsjahr trat durch den Krieg eine gewisse Unregelmäßigkeit im Absatz ein. Infolge der Stockung der Verschiffungen konnte ein Teil der Ernte nicht zu den vollen Preisen verkauft werden. Das Ergebnis wurde ferner durch die schwierigen Verhältnisse der Geldbeschaffung ungünstig beeinflußt. Der Reingewinn beträgt nach Abschreibungen 144 375 Mark gegen 166 420 Mark im Vorjahr, woraus wieder 7 pCt. Dividende verteilt werden sollen. — [49, 462, 446, 553]
table-cell: Baumwolle loko — [870, 299, 1009, 311]
obituary-name: Johann von Bruun-Neergaard — [1334, 1194, 1504, 1236]
table-cell: 4.89 — [1189, 432, 1282, 444]
table-cell: 111 — [764, 806, 855, 818]
table-cell: 9.30 — [1092, 408, 1189, 420]
table-cell: 71 000 — [1189, 336, 1282, 348]
table-row — [459, 794, 855, 806]
table-cell: 7¼ — [1189, 420, 1282, 432]
subsection-heading: Oele, Oelsaaten und Fettwaren. — [985, 646, 1167, 659]
article-text: Düsseldorf, 26. Okt. 9.50 N. Die Gewerkschaft des Steinkohlenbergwerks Graf Schwerin in Castrop erzielte im dritten Quartal 1915 Einnahmen in Höhe von 1 085 000 Mark. Es wird eine Ausbeute von 100 Mark für den Kux verteilt. — [459, 511, 855, 557]
table-cell: Petersburg — [459, 769, 593, 781]
civil-register-heading: Aus den Standesamts-Registern. — [1310, 663, 1527, 678]
